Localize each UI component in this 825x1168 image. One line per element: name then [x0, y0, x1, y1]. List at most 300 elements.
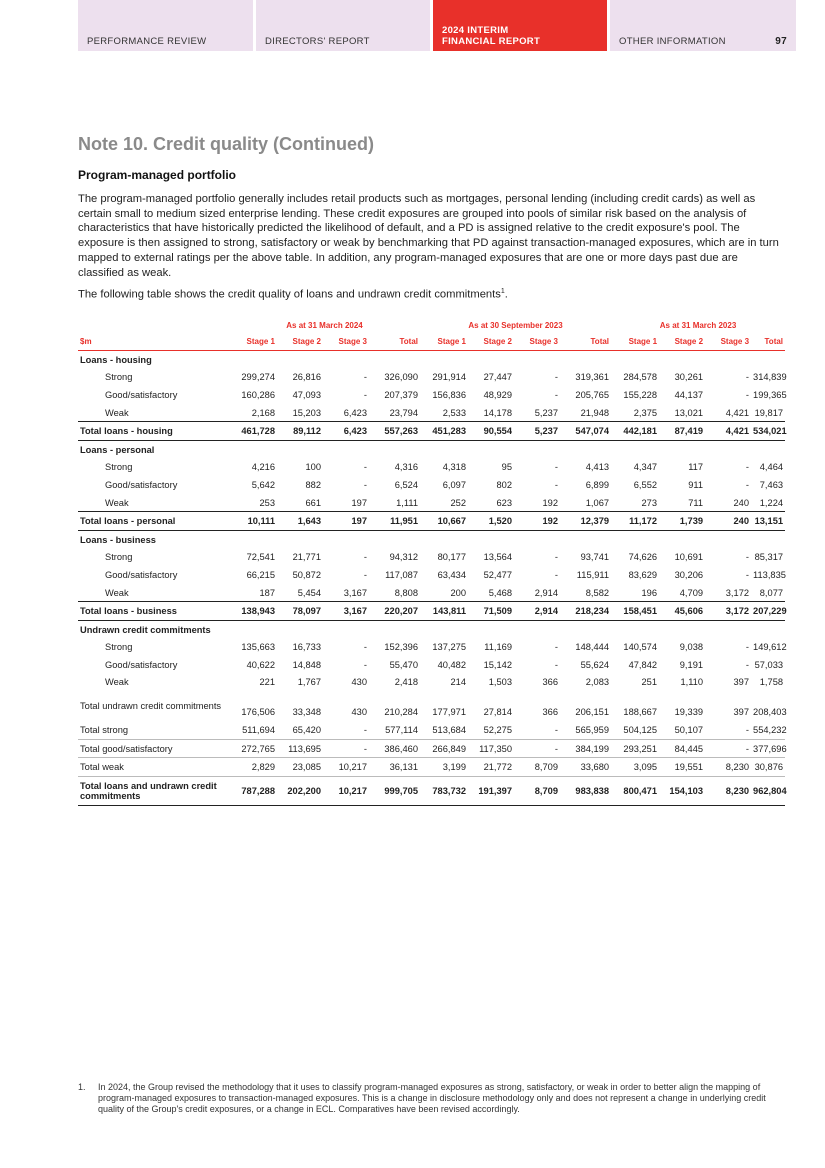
- table-cell: 214: [450, 677, 466, 688]
- table-cell: 8,230: [705, 758, 751, 777]
- table-cell: -: [514, 721, 560, 739]
- table-cell: 252: [450, 497, 466, 508]
- table-cell: 8,582: [585, 587, 610, 598]
- table-cell: 11,951: [369, 512, 420, 531]
- body-paragraph: The program-managed portfolio generally includes retail products such as mortgages, personal lending (including credit cards) as well as certain small to medium sized enterprise lending. These credit exposures are grouped into pools of similar risk based on the analysis of characteristics that have historically predicted the likelihood of default, and a PD is assigned relative to the credit exposure's pool. The exposure is then assigned to strong, satisfactory or weak by benchmarking that PD against transaction-managed exposures, which are in turn mapped to external ratings per the above table. In addition, any program-managed exposures that are one or more days past due are classified as weak.: [78, 193, 779, 279]
- table-cell: 218,234: [560, 602, 611, 621]
- table-group-header: [78, 318, 785, 332]
- table-cell: 3,199: [420, 758, 468, 777]
- footnote-number: 1.: [78, 1082, 86, 1092]
- column-header: Stage 2: [277, 332, 323, 351]
- table-column-header: [78, 332, 785, 351]
- table-cell: 158,451: [611, 602, 659, 621]
- table-cell: -: [554, 479, 558, 490]
- table-cell: 1,758: [759, 677, 784, 688]
- table-cell: 27,447: [483, 372, 512, 383]
- table-cell: 4,709: [679, 587, 704, 598]
- table-cell: 74,626: [628, 552, 658, 563]
- table-cell: 3,172: [705, 602, 751, 621]
- table-cell: 85,317: [754, 552, 784, 563]
- row-label: Strong: [105, 462, 133, 473]
- tab-performance-review[interactable]: [78, 0, 253, 51]
- table-cell: 16,733: [292, 642, 321, 653]
- table-intro-text: The following table shows the credit quality of loans and undrawn credit commitments: [78, 288, 501, 301]
- table-cell: 117: [688, 462, 704, 473]
- table-cell: -: [363, 389, 367, 400]
- table-cell: 115,911: [576, 569, 610, 580]
- table-cell: 577,114: [369, 721, 420, 739]
- tab-directors-report[interactable]: [256, 0, 430, 51]
- table-cell: 291,914: [432, 372, 466, 383]
- table-cell: 206,151: [575, 707, 610, 718]
- table-cell: 117,087: [385, 569, 418, 580]
- column-header: $m: [78, 332, 229, 351]
- column-header: Stage 1: [420, 332, 468, 351]
- page-number: 97: [775, 36, 787, 47]
- table-cell: 221: [259, 677, 275, 688]
- table-cell: 66,215: [246, 569, 275, 580]
- table-cell: 47,842: [628, 659, 658, 670]
- table-cell: 4,421: [725, 407, 750, 418]
- table-cell: 623: [496, 497, 512, 508]
- table-cell: 2,168: [251, 407, 275, 418]
- table-cell: 397: [733, 677, 750, 688]
- table-cell: 1,643: [277, 512, 323, 531]
- column-header: Stage 2: [468, 332, 514, 351]
- table-cell: 207,229: [751, 602, 785, 621]
- table-cell: 1,111: [396, 497, 418, 508]
- table-cell: -: [514, 739, 560, 758]
- table-cell: 160,286: [241, 389, 275, 400]
- tab-other-information[interactable]: [610, 0, 796, 51]
- table-cell: 50,107: [659, 721, 705, 739]
- table-cell: 10,217: [323, 777, 369, 806]
- table-body: [78, 351, 785, 806]
- table-cell: 19,817: [754, 407, 784, 418]
- table-row: [78, 476, 785, 494]
- table-cell: -: [554, 389, 558, 400]
- table-cell: 240: [705, 512, 751, 531]
- table-cell: 14,178: [483, 407, 512, 418]
- table-cell: 36,131: [369, 758, 420, 777]
- column-header: Stage 3: [705, 332, 751, 351]
- table-cell: 6,097: [442, 479, 466, 490]
- column-header: Total: [560, 332, 611, 351]
- table-cell: 1,520: [468, 512, 514, 531]
- table-cell: 384,199: [560, 739, 611, 758]
- table-cell: 504,125: [611, 721, 659, 739]
- table-cell: 65,420: [277, 721, 323, 739]
- table-cell: 8,230: [705, 777, 751, 806]
- table-cell: 143,811: [420, 602, 468, 621]
- table-cell: 1,739: [659, 512, 705, 531]
- table-cell: -: [554, 569, 558, 580]
- table-cell: 2,375: [633, 407, 658, 418]
- total-row: [78, 512, 785, 531]
- table-cell: 5,642: [251, 479, 275, 490]
- table-cell: 5,454: [297, 587, 321, 598]
- table-cell: 8,709: [514, 777, 560, 806]
- row-label: Loans - housing: [80, 354, 152, 365]
- table-cell: 1,767: [297, 677, 321, 688]
- table-cell: 5,237: [514, 422, 560, 441]
- table-cell: 293,251: [611, 739, 659, 758]
- row-label: Weak: [105, 497, 129, 508]
- group-spacer: [78, 318, 229, 332]
- table-cell: 140,574: [623, 642, 658, 653]
- tab-label: DIRECTORS' REPORT: [265, 36, 370, 47]
- table-cell: 442,181: [611, 422, 659, 441]
- table-cell: 15,203: [292, 407, 321, 418]
- table-cell: -: [363, 659, 367, 670]
- table-row: [78, 656, 785, 674]
- row-label: Good/satisfactory: [105, 479, 178, 490]
- table-cell: -: [745, 642, 750, 653]
- table-cell: 5,237: [534, 407, 558, 418]
- table-cell: 787,288: [229, 777, 277, 806]
- table-cell: 191,397: [468, 777, 514, 806]
- table-cell: 72,541: [246, 552, 275, 563]
- table-cell: 45,606: [659, 602, 705, 621]
- table-cell: 95: [501, 462, 512, 473]
- table-cell: 1,067: [585, 497, 610, 508]
- table-cell: 21,948: [580, 407, 610, 418]
- table-cell: 55,470: [389, 659, 418, 670]
- row-label: Weak: [105, 407, 129, 418]
- table-cell: 30,261: [674, 372, 704, 383]
- table-row: [78, 404, 785, 422]
- table-cell: 273: [641, 497, 658, 508]
- column-header: Stage 3: [323, 332, 369, 351]
- table-cell: 999,705: [369, 777, 420, 806]
- table-cell: 377,696: [751, 739, 785, 758]
- table-cell: 197: [323, 512, 369, 531]
- table-cell: 10,667: [420, 512, 468, 531]
- table-cell: 176,506: [241, 707, 275, 718]
- table-cell: 8,709: [514, 758, 560, 777]
- table-cell: 2,914: [534, 587, 558, 598]
- table-cell: -: [554, 462, 558, 473]
- table-cell: 23,085: [277, 758, 323, 777]
- table-cell: 386,460: [369, 739, 420, 758]
- table-cell: 4,316: [394, 462, 418, 473]
- group-header-sep-2023: As at 30 September 2023: [468, 320, 563, 330]
- table-cell: 155,228: [623, 389, 658, 400]
- table-cell: 4,347: [633, 462, 658, 473]
- table-cell: 319,361: [575, 372, 610, 383]
- table-cell: 251: [641, 677, 658, 688]
- table-cell: 21,771: [292, 552, 321, 563]
- table-cell: 326,090: [384, 372, 418, 383]
- table-cell: 12,379: [560, 512, 611, 531]
- table-cell: 113,835: [753, 569, 786, 580]
- table-cell: -: [363, 642, 367, 653]
- table-cell: 177,971: [432, 707, 466, 718]
- table-cell: 26,816: [292, 372, 321, 383]
- table-cell: 205,765: [575, 389, 610, 400]
- tab-label: PERFORMANCE REVIEW: [87, 36, 207, 47]
- table-cell: 192: [514, 512, 560, 531]
- total-row: [78, 721, 785, 739]
- table-cell: 13,564: [483, 552, 512, 563]
- table-cell: 11,172: [611, 512, 659, 531]
- table-cell: 266,849: [420, 739, 468, 758]
- table-cell: 7,463: [759, 479, 784, 490]
- table-cell: 10,217: [323, 758, 369, 777]
- row-label: Total loans - personal: [78, 512, 229, 531]
- table-cell: -: [745, 479, 750, 490]
- footnote-ref[interactable]: 1: [500, 288, 505, 295]
- table-cell: 802: [496, 479, 512, 490]
- table-cell: 152,396: [384, 642, 418, 653]
- table-cell: -: [745, 569, 750, 580]
- table-cell: 4,318: [442, 462, 466, 473]
- table-cell: 800,471: [611, 777, 659, 806]
- table-cell: 202,200: [277, 777, 323, 806]
- section-row: [78, 440, 785, 458]
- table-cell: 430: [351, 677, 367, 688]
- table-cell: 3,095: [611, 758, 659, 777]
- row-label: Total weak: [78, 758, 229, 777]
- table-cell: 93,741: [580, 552, 610, 563]
- table-cell: -: [363, 552, 367, 563]
- table-cell: 55,624: [580, 659, 610, 670]
- section-row: [78, 351, 785, 369]
- table-cell: 87,419: [659, 422, 705, 441]
- table-cell: -: [745, 372, 750, 383]
- table-cell: 30,876: [751, 758, 785, 777]
- table-cell: 8,077: [759, 587, 784, 598]
- row-label: Good/satisfactory: [105, 389, 178, 400]
- row-label: Weak: [105, 677, 129, 688]
- table-cell: 187: [259, 587, 275, 598]
- section-row: [78, 620, 785, 638]
- table-cell: 554,232: [751, 721, 785, 739]
- section-title: Program-managed portfolio: [78, 168, 237, 182]
- table-cell: 13,021: [674, 407, 704, 418]
- table-row: [78, 674, 785, 692]
- table-cell: -: [554, 659, 558, 670]
- table-cell: 48,929: [483, 389, 512, 400]
- table-cell: 565,959: [560, 721, 611, 739]
- table-cell: 557,263: [369, 422, 420, 441]
- table-cell: 149,612: [753, 642, 787, 653]
- row-label: Strong: [105, 552, 133, 563]
- table-cell: 199,365: [753, 389, 787, 400]
- table-cell: -: [705, 721, 751, 739]
- table-cell: 711: [688, 497, 704, 508]
- tab-label: OTHER INFORMATION: [619, 36, 726, 47]
- column-header: Total: [369, 332, 420, 351]
- table-cell: 4,464: [759, 462, 784, 473]
- total-row: [78, 422, 785, 441]
- table-cell: 9,038: [679, 642, 704, 653]
- table-row: [78, 369, 785, 387]
- row-label: Good/satisfactory: [105, 569, 178, 580]
- table-cell: -: [745, 389, 750, 400]
- table-cell: 40,482: [437, 659, 466, 670]
- table-cell: 156,836: [432, 389, 466, 400]
- table-cell: -: [323, 739, 369, 758]
- table-cell: -: [323, 721, 369, 739]
- group-header-mar-2024: As at 31 March 2024: [286, 320, 363, 330]
- table-cell: -: [363, 372, 367, 383]
- table-cell: 366: [542, 677, 558, 688]
- table-cell: 314,839: [753, 372, 787, 383]
- table-intro-end: .: [504, 288, 508, 301]
- table-cell: 10,691: [674, 552, 704, 563]
- note-title: Note 10. Credit quality (Continued): [78, 134, 375, 154]
- row-label: Total loans and undrawn credit commitments: [78, 777, 229, 806]
- table-cell: -: [705, 739, 751, 758]
- table-cell: 89,112: [277, 422, 323, 441]
- table-cell: 2,083: [585, 677, 610, 688]
- table-cell: 192: [542, 497, 558, 508]
- table-cell: 21,772: [468, 758, 514, 777]
- table-cell: 9,191: [679, 659, 704, 670]
- table-cell: 57,033: [754, 659, 784, 670]
- table-cell: 272,765: [229, 739, 277, 758]
- table-cell: 50,872: [292, 569, 321, 580]
- table-cell: 33,348: [292, 707, 321, 718]
- row-label: Undrawn credit commitments: [80, 624, 211, 635]
- table-cell: 19,339: [674, 707, 704, 718]
- table-row: [78, 459, 785, 477]
- table-cell: 188,667: [623, 707, 658, 718]
- row-label: Total strong: [78, 721, 229, 739]
- table-cell: 90,554: [468, 422, 514, 441]
- table-cell: 207,379: [384, 389, 418, 400]
- table-row: [78, 639, 785, 657]
- total-row: [78, 691, 785, 721]
- header-nav: [78, 0, 796, 51]
- table-cell: 2,533: [442, 407, 466, 418]
- row-label: Total undrawn credit commitments: [80, 701, 222, 712]
- table-cell: 451,283: [420, 422, 468, 441]
- table-cell: 299,274: [241, 372, 275, 383]
- table-cell: 13,151: [751, 512, 785, 531]
- table-cell: 148,444: [575, 642, 610, 653]
- table-cell: 154,103: [659, 777, 705, 806]
- row-label: Loans - business: [80, 534, 156, 545]
- table-cell: 220,207: [369, 602, 420, 621]
- table-cell: 430: [351, 707, 367, 718]
- table-cell: 196: [641, 587, 658, 598]
- table-cell: 461,728: [229, 422, 277, 441]
- footnote: [78, 1082, 784, 1115]
- table-cell: 208,403: [753, 707, 787, 718]
- table-cell: 962,804: [751, 777, 785, 806]
- table-cell: 511,694: [229, 721, 277, 739]
- table-intro: [78, 288, 784, 301]
- table-cell: 6,552: [633, 479, 658, 490]
- table-cell: 23,794: [389, 407, 418, 418]
- row-label: Total loans - business: [78, 602, 229, 621]
- table-cell: 44,137: [674, 389, 704, 400]
- table-cell: 6,423: [323, 422, 369, 441]
- table-cell: 137,275: [432, 642, 466, 653]
- table-cell: 80,177: [437, 552, 466, 563]
- table-cell: 63,434: [437, 569, 466, 580]
- row-label: Weak: [105, 587, 129, 598]
- table-cell: 911: [688, 479, 704, 490]
- table-row: [78, 494, 785, 512]
- table-cell: 8,808: [394, 587, 418, 598]
- table-cell: 210,284: [384, 707, 418, 718]
- table-cell: 1,224: [759, 497, 784, 508]
- table-cell: 138,943: [229, 602, 277, 621]
- table-cell: 27,814: [483, 707, 512, 718]
- table-cell: 200: [450, 587, 466, 598]
- table-cell: -: [554, 372, 558, 383]
- row-label: Strong: [105, 372, 133, 383]
- table-cell: 2,418: [394, 677, 418, 688]
- table-cell: 4,413: [585, 462, 610, 473]
- table-cell: 113,695: [277, 739, 323, 758]
- table-cell: 2,829: [229, 758, 277, 777]
- table-cell: 78,097: [277, 602, 323, 621]
- table-row: [78, 549, 785, 567]
- table-cell: -: [363, 569, 367, 580]
- table-cell: 2,914: [514, 602, 560, 621]
- row-label: Total good/satisfactory: [78, 739, 229, 758]
- section-row: [78, 530, 785, 548]
- table-cell: -: [745, 659, 750, 670]
- total-row: [78, 758, 785, 777]
- table-cell: 3,172: [725, 587, 750, 598]
- table-cell: 33,680: [560, 758, 611, 777]
- total-row: [78, 602, 785, 621]
- table-cell: 94,312: [389, 552, 418, 563]
- table-cell: 397: [733, 707, 750, 718]
- table-cell: 882: [305, 479, 321, 490]
- table-cell: 284,578: [623, 372, 658, 383]
- table-cell: 71,509: [468, 602, 514, 621]
- credit-quality-table: [78, 318, 785, 806]
- table-cell: 534,021: [751, 422, 785, 441]
- table-cell: 14,848: [292, 659, 321, 670]
- column-header: Stage 2: [659, 332, 705, 351]
- table-cell: -: [745, 462, 750, 473]
- table-cell: 1,503: [488, 677, 512, 688]
- table-cell: 366: [542, 707, 558, 718]
- table-cell: 135,663: [241, 642, 275, 653]
- table-cell: 47,093: [292, 389, 321, 400]
- table-row: [78, 386, 785, 404]
- table-cell: 6,524: [394, 479, 418, 490]
- total-row: [78, 739, 785, 758]
- column-header: Total: [751, 332, 785, 351]
- tab-interim-financial-report[interactable]: [433, 0, 607, 51]
- table-cell: 3,167: [323, 602, 369, 621]
- table-cell: 513,684: [420, 721, 468, 739]
- table-cell: 83,629: [628, 569, 658, 580]
- table-cell: 6,423: [343, 407, 367, 418]
- table-cell: 197: [351, 497, 367, 508]
- table-cell: -: [554, 552, 558, 563]
- table-cell: 10,111: [229, 512, 277, 531]
- table-cell: 30,206: [674, 569, 704, 580]
- row-label: Good/satisfactory: [105, 659, 178, 670]
- column-header: Stage 3: [514, 332, 560, 351]
- table-cell: 84,445: [659, 739, 705, 758]
- table-cell: 11,169: [484, 642, 512, 653]
- row-label: Strong: [105, 642, 133, 653]
- table-cell: -: [363, 462, 367, 473]
- column-header: Stage 1: [229, 332, 277, 351]
- table-cell: 52,477: [483, 569, 512, 580]
- table-row: [78, 566, 785, 584]
